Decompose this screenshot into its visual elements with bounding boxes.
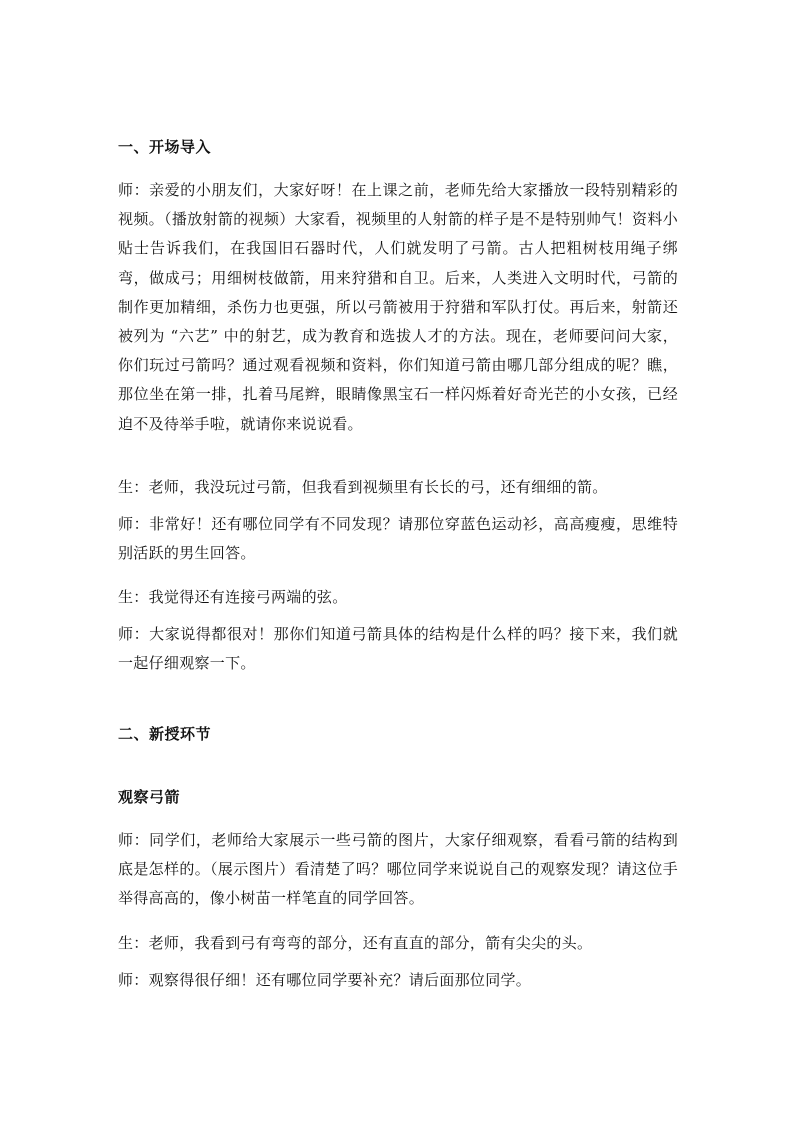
section-heading-new-lesson: 二、新授环节 [118,725,212,743]
subsection-heading-observe-bow: 观察弓箭 [118,788,181,806]
paragraph-student-observe: 生：老师，我看到弓有弯弯的部分，还有直直的部分，箭有尖尖的头。 [118,934,593,952]
paragraph-teacher-observe: 师：同学们，老师给大家展示一些弓箭的图片，大家仔细观察，看看弓箭的结构到底是怎样的。（展示图片）看清楚了吗？哪位同学来说说自己的观察发现？请这位手举得高高的，像小树苗一样笔直的同学回答。 [118,831,678,908]
paragraph-student-answer-1: 生：老师，我没玩过弓箭，但我看到视频里有长长的弓，还有细细的箭。 [118,478,608,496]
paragraph-student-answer-2: 生：我觉得还有连接弓两端的弦。 [118,588,348,606]
paragraph-teacher-intro: 师：亲爱的小朋友们，大家好呀！在上课之前，老师先给大家播放一段特别精彩的视频。（播放射箭的视频）大家看，视频里的人射箭的样子是不是特别帅气！资料小贴士告诉我们，在我国旧石器时代，人们就发明了弓箭。古人把粗树枝用绳子绑弯，做成弓；用细树枝做箭，用来狩猎和自卫。后来，人类进入文明时代，弓箭的制作更加精细，杀伤力也更强，所以弓箭被用于狩猎和军队打仗。再后来，射箭还被列为 “六艺” 中的射艺，成为教育和选拔人才的方法。现在，老师要问问大家，你们玩过弓箭吗？通过观看视频和资料，你们知道弓箭由哪几部分组成的呢？瞧，那位坐在第一排，扎着马尾辫，眼睛像黑宝石一样闪烁着好奇光芒的小女孩，已经迫不及待举手啦，就请你来说说看。 [118,181,678,433]
section-heading-intro: 一、开场导入 [118,138,212,156]
paragraph-teacher-followup-2: 师：大家说得都很对！那你们知道弓箭具体的结构是什么样的吗？接下来，我们就一起仔细观察一下。 [118,625,678,673]
paragraph-teacher-praise: 师：观察得很仔细！还有哪位同学要补充？请后面那位同学。 [118,971,532,989]
paragraph-teacher-followup-1: 师：非常好！还有哪位同学有不同发现？请那位穿蓝色运动衫，高高瘦瘦，思维特别活跃的男生回答。 [118,515,678,563]
